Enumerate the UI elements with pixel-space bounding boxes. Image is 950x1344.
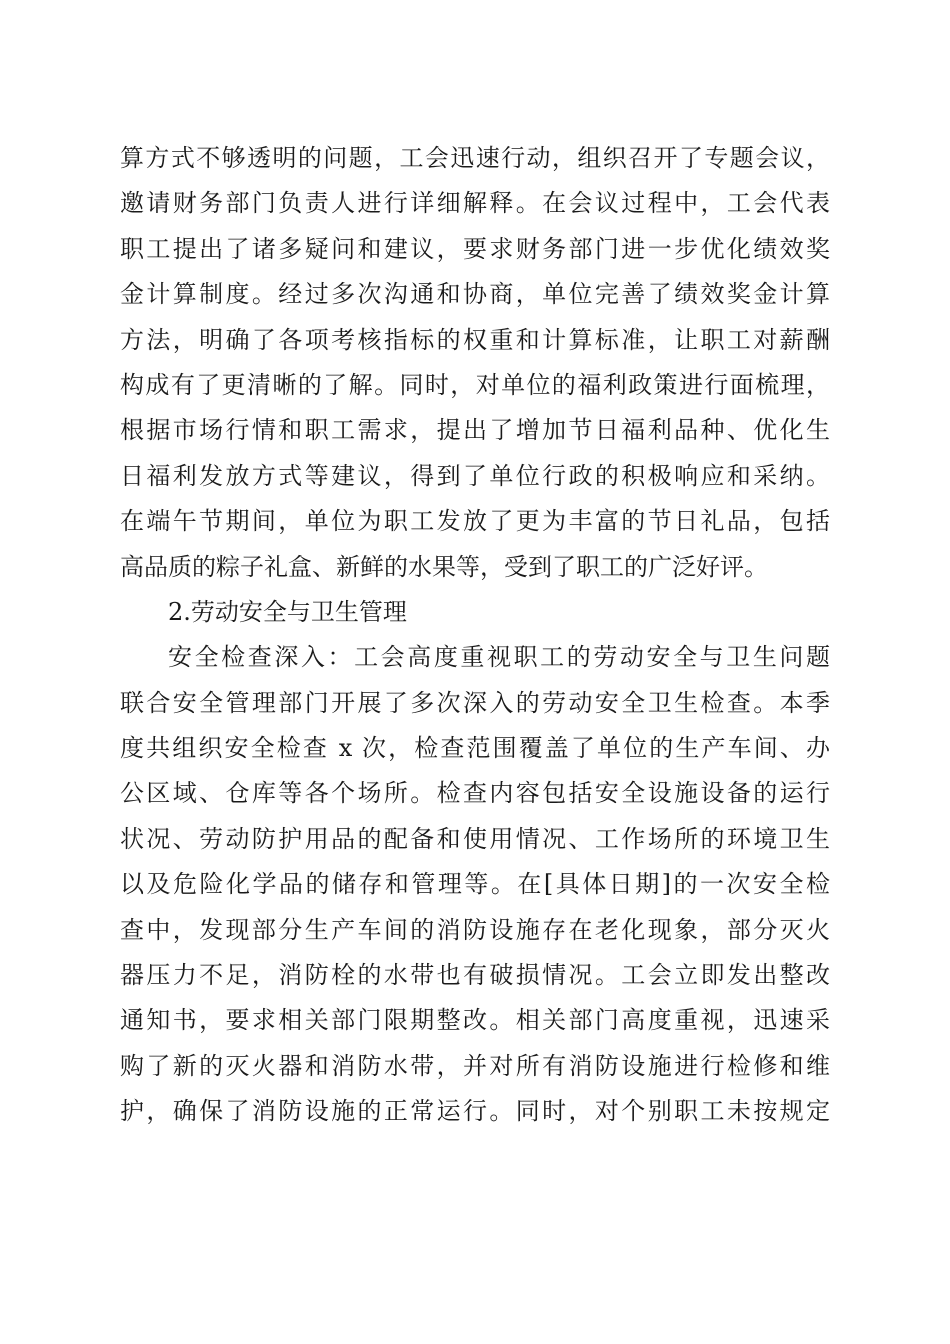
text-line: 构成有了更清晰的了解。同时，对单位的福利政策进行面梳理， — [120, 370, 830, 399]
text-line: 公区域、仓库等各个场所。检查内容包括安全设施设备的运行 — [120, 779, 830, 808]
text-line: 通知书，要求相关部门限期整改。相关部门高度重视，迅速采 — [120, 1006, 830, 1035]
document-body — [120, 136, 830, 1135]
text-line: 护，确保了消防设施的正常运行。同时，对个别职工未按规定 — [120, 1097, 830, 1126]
text-line: 以及危险化学品的储存和管理等。在[具体日期]的一次安全检 — [120, 870, 830, 899]
text-line: 状况、劳动防护用品的配备和使用情况、工作场所的环境卫生 — [120, 824, 830, 853]
text-line: 职工提出了诸多疑问和建议，要求财务部门进一步优化绩效奖 — [120, 234, 830, 263]
text-line: 度共组织安全检查 x 次，检查范围覆盖了单位的生产车间、办 — [120, 734, 830, 763]
text-line: 算方式不够透明的问题，工会迅速行动，组织召开了专题会议， — [120, 144, 830, 172]
paragraph-1 — [120, 136, 830, 590]
paragraph-2 — [120, 635, 830, 1134]
section-heading: 2.劳动安全与卫生管理 — [168, 597, 407, 626]
text-line: 查中，发现部分生产车间的消防设施存在老化现象，部分灭火 — [120, 915, 830, 944]
text-line: 邀请财务部门负责人进行详细解释。在会议过程中，工会代表 — [120, 189, 830, 218]
text-line: 方法，明确了各项考核指标的权重和计算标准，让职工对薪酬 — [120, 325, 830, 354]
text-line: 联合安全管理部门开展了多次深入的劳动安全卫生检查。本季 — [120, 688, 830, 717]
text-line: 日福利发放方式等建议，得到了单位行政的积极响应和采纳。 — [120, 461, 830, 490]
text-line: 高品质的粽子礼盒、新鲜的水果等，受到了职工的广泛好评。 — [120, 552, 768, 581]
text-line: 器压力不足，消防栓的水带也有破损情况。工会立即发出整改 — [120, 961, 830, 990]
text-line: 在端午节期间，单位为职工发放了更为丰富的节日礼品，包括 — [120, 507, 830, 536]
text-line: 安全检查深入：工会高度重视职工的劳动安全与卫生问题 — [168, 643, 830, 672]
text-line: 金计算制度。经过多次沟通和协商，单位完善了绩效奖金计算 — [120, 280, 830, 309]
text-line: 购了新的灭火器和消防水带，并对所有消防设施进行检修和维 — [120, 1051, 830, 1080]
text-line: 根据市场行情和职工需求，提出了增加节日福利品种、优化生 — [120, 416, 830, 445]
